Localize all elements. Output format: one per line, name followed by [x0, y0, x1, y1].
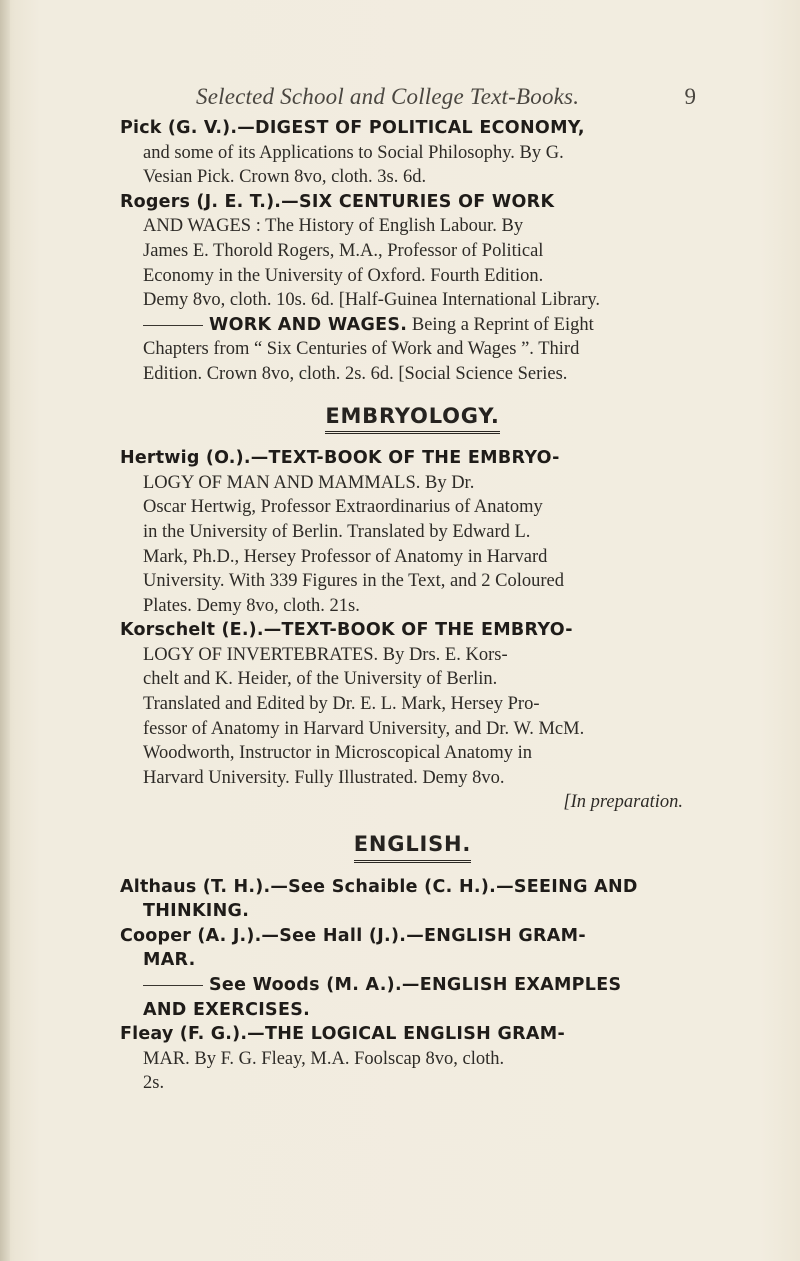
entry-line: Vesian Pick. Crown 8vo, cloth. 3s. 6d. [143, 167, 427, 188]
ditto-dash [143, 325, 203, 326]
entry-line: and some of its Applications to Social Philosophy. By G. [143, 142, 564, 163]
entry-author: Althaus (T. H.). [120, 876, 271, 897]
entry-line: Edition. Crown 8vo, cloth. 2s. 6d. [Social Science Series. [143, 363, 568, 384]
entry-line: Oscar Hertwig, Professor Extraordinarius of Anatomy [143, 497, 543, 518]
entry-line: AND EXERCISES. [143, 999, 311, 1020]
section-heading-embryology [120, 404, 705, 435]
entry-line: Mark, Ph.D., Hersey Professor of Anatomy in Harvard [143, 546, 548, 567]
entry-line: Harvard University. Fully Illustrated. Demy 8vo. [143, 767, 505, 788]
entry-cross-reference: —See Hall (J.).—ENGLISH GRAM- [261, 925, 586, 946]
entry-author: Cooper (A. J.). [120, 925, 262, 946]
entry-title: —THE LOGICAL ENGLISH GRAM- [247, 1024, 566, 1045]
entry-line: Chapters from “ Six Centuries of Work and Wages ”. Third [143, 339, 580, 360]
entry-line: LOGY OF MAN AND MAMMALS. By Dr. [143, 472, 475, 493]
entry-line: Plates. Demy 8vo, cloth. 21s. [143, 595, 360, 616]
publication-note: [In preparation. [563, 792, 683, 813]
page-number: 9 [684, 84, 696, 109]
entry-title: —SIX CENTURIES OF WORK [281, 191, 555, 212]
entry-hertwig [120, 446, 705, 618]
entry-pick [120, 116, 705, 190]
entry-rogers-work-and-wages [120, 313, 705, 387]
section-heading-text: ENGLISH. [354, 832, 471, 863]
entry-line: University. With 339 Figures in the Text, and 2 Coloured [143, 571, 565, 592]
entry-line: MAR. By F. G. Fleay, M.A. Foolscap 8vo, cloth. [143, 1048, 505, 1069]
entry-line: James E. Thorold Rogers, M.A., Professor of Political [143, 240, 544, 261]
running-head [196, 84, 696, 110]
ditto-dash [143, 985, 203, 986]
entry-author: Korschelt (E.). [120, 620, 264, 641]
entry-cross-reference: —See Schaible (C. H.).—SEEING AND [270, 876, 638, 897]
entry-title: WORK AND WAGES. [209, 314, 408, 335]
entry-althaus [120, 875, 705, 924]
running-head-title: Selected School and College Text-Books. [196, 84, 580, 109]
entry-line: THINKING. [143, 901, 250, 922]
entry-line: Demy 8vo, cloth. 10s. 6d. [Half-Guinea International Library. [143, 290, 601, 311]
entry-line: Woodworth, Instructor in Microscopical Anatomy in [143, 743, 532, 764]
section-heading-english [120, 832, 705, 863]
entry-author: Pick (G. V.). [120, 118, 238, 138]
entry-author: Rogers (J. E. T.). [120, 191, 282, 212]
entry-cooper [120, 924, 705, 973]
entry-line: LOGY OF INVERTEBRATES. By Drs. E. Kors- [143, 644, 508, 665]
catalogue-body [120, 116, 705, 1096]
entry-line: Being a Reprint of Eight [407, 314, 594, 335]
entry-author: Hertwig (O.). [120, 448, 251, 469]
entry-title: —DIGEST OF POLITICAL ECONOMY, [237, 118, 585, 138]
entry-line: 2s. [143, 1073, 165, 1094]
entry-line: Economy in the University of Oxford. Fourth Edition. [143, 265, 544, 286]
binding-shadow [0, 0, 10, 1261]
entry-line: Translated and Edited by Dr. E. L. Mark, Hersey Pro- [143, 694, 540, 715]
entry-fleay [120, 1022, 705, 1096]
entry-rogers [120, 190, 705, 313]
entry-line: in the University of Berlin. Translated by Edward L. [143, 521, 531, 542]
entry-line: MAR. [143, 950, 196, 971]
entry-cooper-woods [120, 973, 705, 1022]
entry-korschelt [120, 618, 705, 815]
entry-author: Fleay (F. G.). [120, 1024, 248, 1045]
section-heading-text: EMBRYOLOGY. [325, 404, 499, 435]
entry-cross-reference: See Woods (M. A.).—ENGLISH EXAMPLES [209, 975, 622, 995]
entry-title: —TEXT-BOOK OF THE EMBRYO- [250, 448, 560, 469]
entry-line: chelt and K. Heider, of the University of Berlin. [143, 669, 498, 690]
entry-title: —TEXT-BOOK OF THE EMBRYO- [263, 620, 573, 641]
entry-line: fessor of Anatomy in Harvard University, and Dr. W. McM. [143, 718, 585, 739]
entry-line: AND WAGES : The History of English Labour. By [143, 216, 524, 237]
